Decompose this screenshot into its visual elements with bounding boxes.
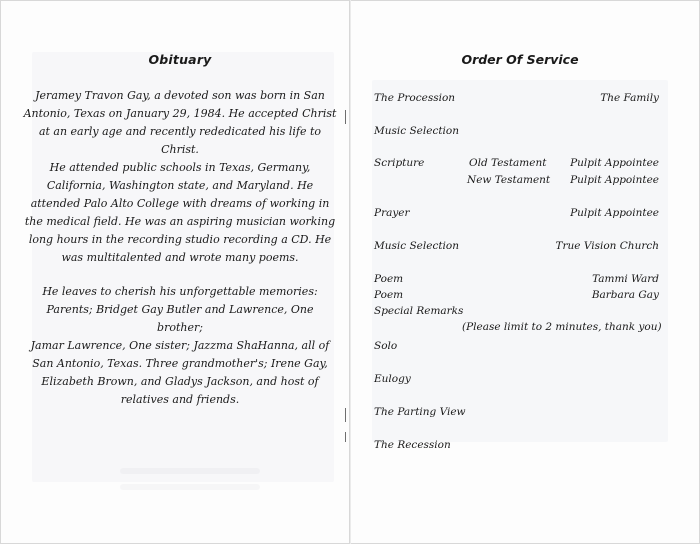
service-item-prayer: Prayer (374, 207, 410, 219)
service-participant-prayer: Pulpit Appointee (570, 207, 659, 219)
obituary-line: California, Washington state, and Maryland. He (46, 179, 314, 192)
obituary-line: San Antonio, Texas. Three grandmother's; Irene Gay, (32, 357, 328, 370)
center-fold (349, 0, 351, 544)
order-of-service-heading: Order Of Service (461, 52, 579, 67)
service-participant-new-testament: Pulpit Appointee (570, 174, 659, 186)
obituary-page (22, 0, 338, 409)
service-item-procession: The Procession (374, 92, 456, 104)
obituary-line: was multitalented and wrote many poems. (61, 251, 299, 264)
special-remarks-note: (Please limit to 2 minutes, thank you) (462, 321, 662, 333)
obituary-line: He attended public schools in Texas, Germany, (49, 161, 311, 174)
obituary-line: Parents; Bridget Gay Butler and Lawrence, One brother; (46, 303, 314, 334)
service-participant-poem-2: Barbara Gay (591, 289, 659, 301)
obituary-line: relatives and friends. (120, 393, 240, 406)
service-item-eulogy: Eulogy (374, 373, 411, 385)
service-item-scripture: Scripture (374, 157, 425, 169)
service-item-special-remarks: Special Remarks (374, 305, 464, 317)
obituary-line: at an early age and recently rededicated his life to Christ. (38, 125, 322, 156)
service-participant-poem-1: Tammi Ward (592, 273, 659, 285)
service-item-solo: Solo (374, 340, 398, 352)
obituary-paragraph-2 (22, 283, 338, 409)
scripture-old-testament: Old Testament (469, 157, 547, 169)
service-item-recession: The Recession (374, 439, 451, 451)
service-item-music-2: Music Selection (374, 240, 459, 252)
service-item-parting-view: The Parting View (374, 406, 466, 418)
obituary-line: Jeramey Travon Gay, a devoted son was born in San (35, 89, 325, 102)
service-item-music-1: Music Selection (374, 125, 459, 137)
service-item-poem-2: Poem (374, 289, 404, 301)
obituary-line: Antonio, Texas on January 29, 1984. He accepted Christ (23, 107, 337, 120)
obituary-line: the medical field. He was an aspiring musician working (24, 215, 336, 228)
obituary-heading: Obituary (148, 52, 212, 67)
fold-mark-top (345, 110, 346, 124)
service-item-poem-1: Poem (374, 273, 404, 285)
scripture-new-testament: New Testament (467, 174, 551, 186)
service-participant-music-2: True Vision Church (555, 240, 659, 252)
service-participant-old-testament: Pulpit Appointee (570, 157, 659, 169)
obituary-line: He leaves to cherish his unforgettable memories: (42, 285, 318, 298)
obituary-line: Jamar Lawrence, One sister; Jazzma ShaHanna, all of (30, 339, 330, 352)
service-participant-procession: The Family (600, 92, 659, 104)
show-through-caption-2 (120, 484, 260, 490)
fold-mark-bottom-2 (345, 432, 346, 442)
obituary-line: attended Palo Alto College with dreams of working in (30, 197, 330, 210)
obituary-line: long hours in the recording studio recording a CD. He (28, 233, 332, 246)
obituary-paragraph-1 (22, 87, 338, 267)
fold-mark-bottom (345, 408, 346, 422)
obituary-line: Elizabeth Brown, and Gladys Jackson, and host of (41, 375, 319, 388)
show-through-caption-1 (120, 468, 260, 474)
